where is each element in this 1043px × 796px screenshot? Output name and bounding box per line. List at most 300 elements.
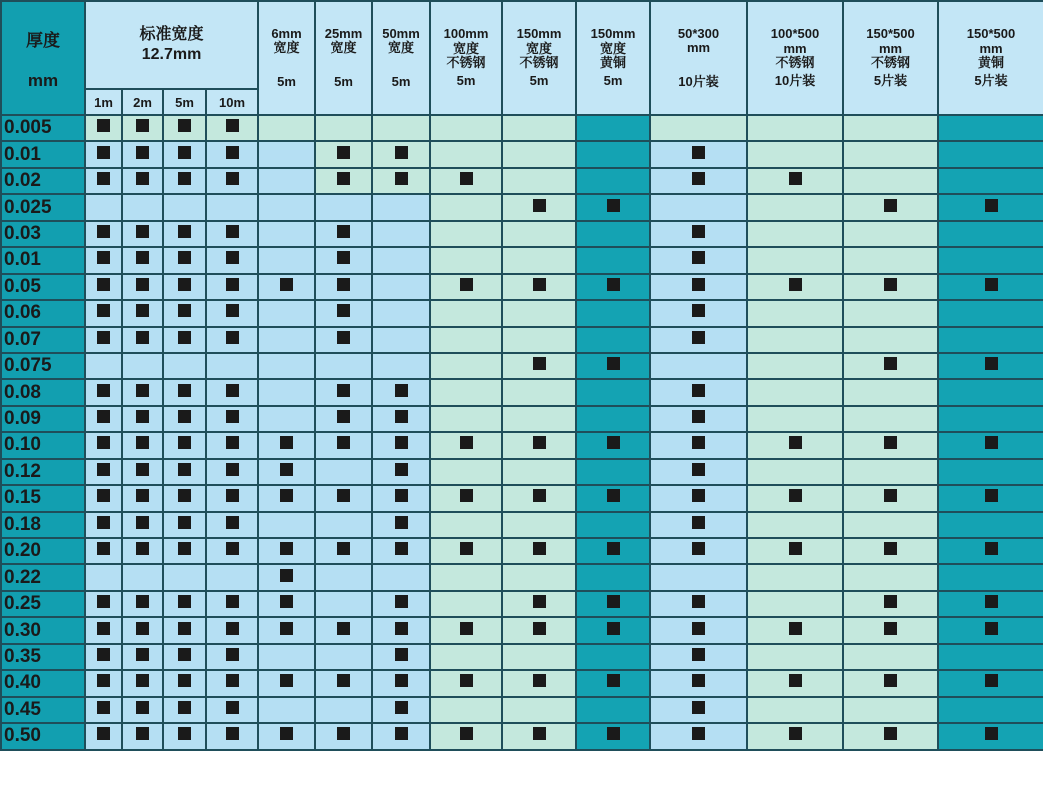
availability-cell	[843, 644, 938, 670]
availability-cell	[502, 327, 576, 353]
availability-cell	[430, 353, 502, 379]
available-square-icon	[607, 489, 620, 502]
availability-cell	[315, 115, 372, 141]
availability-cell	[258, 327, 315, 353]
availability-cell	[650, 432, 747, 458]
availability-cell	[163, 194, 206, 220]
available-square-icon	[460, 622, 473, 635]
available-square-icon	[178, 595, 191, 608]
thickness-cell: 0.07	[1, 327, 85, 353]
col-header-bottom: 5m	[603, 73, 623, 89]
availability-cell	[502, 300, 576, 326]
availability-cell	[206, 617, 258, 643]
availability-cell	[163, 353, 206, 379]
availability-cell	[502, 723, 576, 749]
table-row	[1, 617, 1043, 643]
table-row	[1, 274, 1043, 300]
available-square-icon	[692, 463, 705, 476]
available-square-icon	[985, 436, 998, 449]
availability-cell	[843, 141, 938, 167]
availability-cell	[372, 115, 430, 141]
availability-cell	[163, 141, 206, 167]
thickness-cell: 0.01	[1, 141, 85, 167]
available-square-icon	[97, 595, 110, 608]
availability-cell	[576, 353, 650, 379]
availability-cell	[650, 644, 747, 670]
availability-cell	[206, 353, 258, 379]
availability-cell	[650, 141, 747, 167]
availability-cell	[372, 168, 430, 194]
availability-cell	[502, 168, 576, 194]
availability-cell	[502, 670, 576, 696]
available-square-icon	[395, 410, 408, 423]
availability-cell	[163, 485, 206, 511]
available-square-icon	[280, 542, 293, 555]
available-square-icon	[226, 384, 239, 397]
available-square-icon	[692, 727, 705, 740]
available-square-icon	[178, 384, 191, 397]
availability-cell	[122, 274, 163, 300]
available-square-icon	[692, 489, 705, 502]
table-row	[1, 644, 1043, 670]
table-row	[1, 723, 1043, 749]
availability-cell	[315, 221, 372, 247]
availability-cell	[843, 591, 938, 617]
availability-cell	[163, 617, 206, 643]
availability-cell	[372, 406, 430, 432]
availability-cell	[430, 670, 502, 696]
availability-cell	[372, 670, 430, 696]
availability-cell	[258, 485, 315, 511]
availability-cell	[650, 300, 747, 326]
availability-cell	[502, 115, 576, 141]
availability-cell	[163, 670, 206, 696]
availability-cell	[122, 353, 163, 379]
available-square-icon	[460, 674, 473, 687]
availability-cell	[372, 379, 430, 405]
availability-cell	[938, 670, 1043, 696]
availability-cell	[650, 115, 747, 141]
available-square-icon	[395, 436, 408, 449]
availability-cell	[85, 327, 122, 353]
available-square-icon	[789, 622, 802, 635]
availability-cell	[650, 485, 747, 511]
available-square-icon	[178, 463, 191, 476]
availability-cell	[747, 723, 843, 749]
availability-cell	[372, 432, 430, 458]
available-square-icon	[395, 146, 408, 159]
availability-cell	[502, 697, 576, 723]
available-square-icon	[97, 727, 110, 740]
available-square-icon	[226, 146, 239, 159]
col-header-line: mm	[686, 39, 711, 55]
availability-cell	[938, 194, 1043, 220]
availability-cell	[843, 168, 938, 194]
availability-cell	[747, 274, 843, 300]
availability-cell	[747, 327, 843, 353]
availability-cell	[430, 432, 502, 458]
col-header-line: 50*300	[677, 25, 720, 41]
availability-cell	[747, 485, 843, 511]
std-width-value: 12.7mm	[141, 46, 202, 63]
availability-cell	[85, 512, 122, 538]
availability-cell	[843, 538, 938, 564]
available-square-icon	[607, 436, 620, 449]
available-square-icon	[226, 622, 239, 635]
thickness-cell: 0.15	[1, 485, 85, 511]
availability-cell	[163, 644, 206, 670]
availability-cell	[85, 485, 122, 511]
available-square-icon	[533, 199, 546, 212]
availability-cell	[85, 247, 122, 273]
availability-cell	[938, 274, 1043, 300]
availability-cell	[430, 300, 502, 326]
available-square-icon	[395, 727, 408, 740]
availability-cell	[122, 644, 163, 670]
availability-cell	[206, 538, 258, 564]
availability-cell	[315, 697, 372, 723]
availability-cell	[258, 141, 315, 167]
availability-cell	[843, 697, 938, 723]
availability-cell	[258, 194, 315, 220]
available-square-icon	[280, 278, 293, 291]
availability-cell	[576, 512, 650, 538]
availability-cell	[650, 697, 747, 723]
available-square-icon	[692, 622, 705, 635]
availability-cell	[650, 617, 747, 643]
availability-cell	[372, 485, 430, 511]
availability-cell	[938, 432, 1043, 458]
available-square-icon	[136, 410, 149, 423]
col-header-line: 不锈钢	[446, 55, 486, 70]
availability-cell	[315, 485, 372, 511]
availability-cell	[85, 141, 122, 167]
availability-cell	[372, 221, 430, 247]
availability-cell	[258, 247, 315, 273]
available-square-icon	[136, 436, 149, 449]
availability-cell	[430, 459, 502, 485]
available-square-icon	[280, 463, 293, 476]
availability-cell	[122, 194, 163, 220]
available-square-icon	[337, 727, 350, 740]
available-square-icon	[692, 542, 705, 555]
available-square-icon	[178, 489, 191, 502]
available-square-icon	[136, 489, 149, 502]
col-header-line: 100*500	[770, 26, 820, 42]
availability-cell	[650, 564, 747, 590]
availability-cell	[258, 538, 315, 564]
availability-cell	[430, 723, 502, 749]
std-length-1m: 1m	[85, 89, 122, 115]
col-header-150x500-stainless	[843, 1, 938, 115]
availability-cell	[372, 194, 430, 220]
available-square-icon	[985, 674, 998, 687]
availability-cell	[430, 591, 502, 617]
availability-cell	[430, 247, 502, 273]
availability-cell	[576, 247, 650, 273]
available-square-icon	[692, 701, 705, 714]
availability-cell	[258, 353, 315, 379]
available-square-icon	[280, 436, 293, 449]
col-header-bottom: 5m	[529, 73, 549, 89]
available-square-icon	[607, 357, 620, 370]
availability-cell	[747, 432, 843, 458]
availability-cell	[372, 591, 430, 617]
available-square-icon	[884, 489, 897, 502]
available-square-icon	[178, 516, 191, 529]
available-square-icon	[884, 622, 897, 635]
available-square-icon	[789, 542, 802, 555]
availability-cell	[315, 617, 372, 643]
available-square-icon	[97, 674, 110, 687]
available-square-icon	[789, 727, 802, 740]
availability-cell	[502, 406, 576, 432]
availability-cell	[122, 327, 163, 353]
available-square-icon	[178, 225, 191, 238]
availability-cell	[85, 432, 122, 458]
thickness-cell: 0.40	[1, 670, 85, 696]
availability-cell	[315, 141, 372, 167]
availability-cell	[502, 194, 576, 220]
available-square-icon	[460, 542, 473, 555]
availability-cell	[372, 644, 430, 670]
availability-cell	[843, 485, 938, 511]
availability-cell	[502, 141, 576, 167]
available-square-icon	[692, 436, 705, 449]
available-square-icon	[97, 331, 110, 344]
available-square-icon	[692, 384, 705, 397]
availability-cell	[163, 432, 206, 458]
thickness-header	[1, 1, 85, 115]
table-row	[1, 115, 1043, 141]
availability-cell	[122, 247, 163, 273]
availability-cell	[843, 459, 938, 485]
available-square-icon	[178, 436, 191, 449]
availability-cell	[85, 564, 122, 590]
available-square-icon	[884, 199, 897, 212]
availability-cell	[576, 274, 650, 300]
col-header-50mm	[372, 1, 430, 115]
available-square-icon	[395, 172, 408, 185]
availability-cell	[85, 168, 122, 194]
available-square-icon	[97, 489, 110, 502]
availability-cell	[576, 115, 650, 141]
available-square-icon	[337, 146, 350, 159]
col-header-line: 宽度	[526, 40, 553, 56]
available-square-icon	[789, 674, 802, 687]
availability-cell	[206, 564, 258, 590]
available-square-icon	[337, 278, 350, 291]
table-row	[1, 194, 1043, 220]
available-square-icon	[136, 516, 149, 529]
std-length-2m: 2m	[122, 89, 163, 115]
availability-cell	[576, 538, 650, 564]
col-header-line: mm	[979, 40, 1003, 56]
table-body	[1, 115, 1043, 750]
available-square-icon	[178, 331, 191, 344]
std-width-label: 标准宽度	[139, 26, 204, 43]
available-square-icon	[337, 622, 350, 635]
availability-cell	[843, 564, 938, 590]
availability-cell	[576, 644, 650, 670]
availability-cell	[372, 723, 430, 749]
availability-cell	[938, 300, 1043, 326]
availability-cell	[843, 300, 938, 326]
available-square-icon	[97, 516, 110, 529]
availability-cell	[650, 538, 747, 564]
availability-cell	[938, 379, 1043, 405]
available-square-icon	[395, 463, 408, 476]
availability-cell	[430, 512, 502, 538]
availability-cell	[315, 406, 372, 432]
thickness-cell: 0.25	[1, 591, 85, 617]
availability-cell	[576, 168, 650, 194]
availability-cell	[576, 617, 650, 643]
availability-cell	[163, 115, 206, 141]
availability-cell	[122, 485, 163, 511]
availability-cell	[650, 353, 747, 379]
available-square-icon	[136, 278, 149, 291]
available-square-icon	[692, 331, 705, 344]
availability-cell	[85, 221, 122, 247]
availability-cell	[258, 644, 315, 670]
availability-cell	[747, 459, 843, 485]
availability-cell	[206, 406, 258, 432]
availability-cell	[938, 115, 1043, 141]
available-square-icon	[692, 251, 705, 264]
availability-cell	[502, 564, 576, 590]
availability-cell	[372, 617, 430, 643]
available-square-icon	[533, 278, 546, 291]
available-square-icon	[607, 727, 620, 740]
availability-cell	[430, 538, 502, 564]
table-row	[1, 591, 1043, 617]
available-square-icon	[136, 727, 149, 740]
availability-cell	[315, 723, 372, 749]
col-header-line: 150*500	[866, 26, 915, 42]
available-square-icon	[533, 674, 546, 687]
available-square-icon	[136, 463, 149, 476]
availability-cell	[502, 591, 576, 617]
available-square-icon	[533, 595, 546, 608]
available-square-icon	[97, 172, 110, 185]
available-square-icon	[533, 727, 546, 740]
available-square-icon	[97, 251, 110, 264]
availability-cell	[163, 697, 206, 723]
col-header-line: 6mm	[271, 25, 302, 41]
table-header	[1, 1, 1043, 115]
availability-cell	[85, 406, 122, 432]
availability-cell	[258, 512, 315, 538]
available-square-icon	[226, 674, 239, 687]
col-header-line: 150mm	[516, 26, 562, 42]
col-header-line: 宽度	[273, 39, 300, 55]
available-square-icon	[97, 701, 110, 714]
availability-cell	[747, 221, 843, 247]
col-header-line: 100mm	[443, 26, 489, 42]
availability-cell	[258, 168, 315, 194]
availability-cell	[843, 432, 938, 458]
thickness-cell: 0.01	[1, 247, 85, 273]
availability-cell	[843, 247, 938, 273]
thickness-cell: 0.30	[1, 617, 85, 643]
availability-cell	[372, 327, 430, 353]
availability-cell	[576, 591, 650, 617]
available-square-icon	[97, 410, 110, 423]
availability-cell	[650, 670, 747, 696]
available-square-icon	[226, 119, 239, 132]
availability-cell	[258, 379, 315, 405]
thickness-unit: mm	[27, 70, 59, 90]
available-square-icon	[692, 304, 705, 317]
availability-cell	[206, 300, 258, 326]
availability-cell	[315, 591, 372, 617]
availability-cell	[163, 538, 206, 564]
available-square-icon	[97, 119, 110, 132]
available-square-icon	[884, 727, 897, 740]
available-square-icon	[226, 304, 239, 317]
availability-cell	[206, 274, 258, 300]
available-square-icon	[136, 542, 149, 555]
availability-cell	[576, 723, 650, 749]
availability-cell	[258, 432, 315, 458]
available-square-icon	[136, 701, 149, 714]
table-row	[1, 353, 1043, 379]
available-square-icon	[226, 251, 239, 264]
availability-cell	[206, 723, 258, 749]
available-square-icon	[985, 489, 998, 502]
availability-cell	[938, 512, 1043, 538]
availability-cell	[372, 538, 430, 564]
availability-cell	[430, 379, 502, 405]
availability-cell	[258, 670, 315, 696]
availability-cell	[843, 670, 938, 696]
availability-cell	[430, 274, 502, 300]
available-square-icon	[884, 436, 897, 449]
availability-cell	[650, 247, 747, 273]
availability-cell	[315, 564, 372, 590]
table-row	[1, 168, 1043, 194]
availability-cell	[938, 538, 1043, 564]
available-square-icon	[226, 436, 239, 449]
availability-cell	[315, 194, 372, 220]
available-square-icon	[97, 146, 110, 159]
available-square-icon	[337, 384, 350, 397]
thickness-cell: 0.22	[1, 564, 85, 590]
availability-cell	[502, 617, 576, 643]
available-square-icon	[533, 489, 546, 502]
availability-cell	[206, 670, 258, 696]
availability-cell	[85, 379, 122, 405]
table-row	[1, 141, 1043, 167]
availability-cell	[206, 432, 258, 458]
availability-cell	[163, 459, 206, 485]
availability-cell	[85, 353, 122, 379]
col-header-line: 150mm	[590, 26, 636, 42]
table-row	[1, 538, 1043, 564]
availability-cell	[85, 274, 122, 300]
available-square-icon	[395, 595, 408, 608]
available-square-icon	[607, 674, 620, 687]
availability-cell	[206, 697, 258, 723]
available-square-icon	[97, 648, 110, 661]
available-square-icon	[789, 278, 802, 291]
availability-cell	[315, 512, 372, 538]
available-square-icon	[884, 674, 897, 687]
available-square-icon	[136, 146, 149, 159]
availability-cell	[938, 485, 1043, 511]
col-header-line: 不锈钢	[871, 55, 911, 70]
